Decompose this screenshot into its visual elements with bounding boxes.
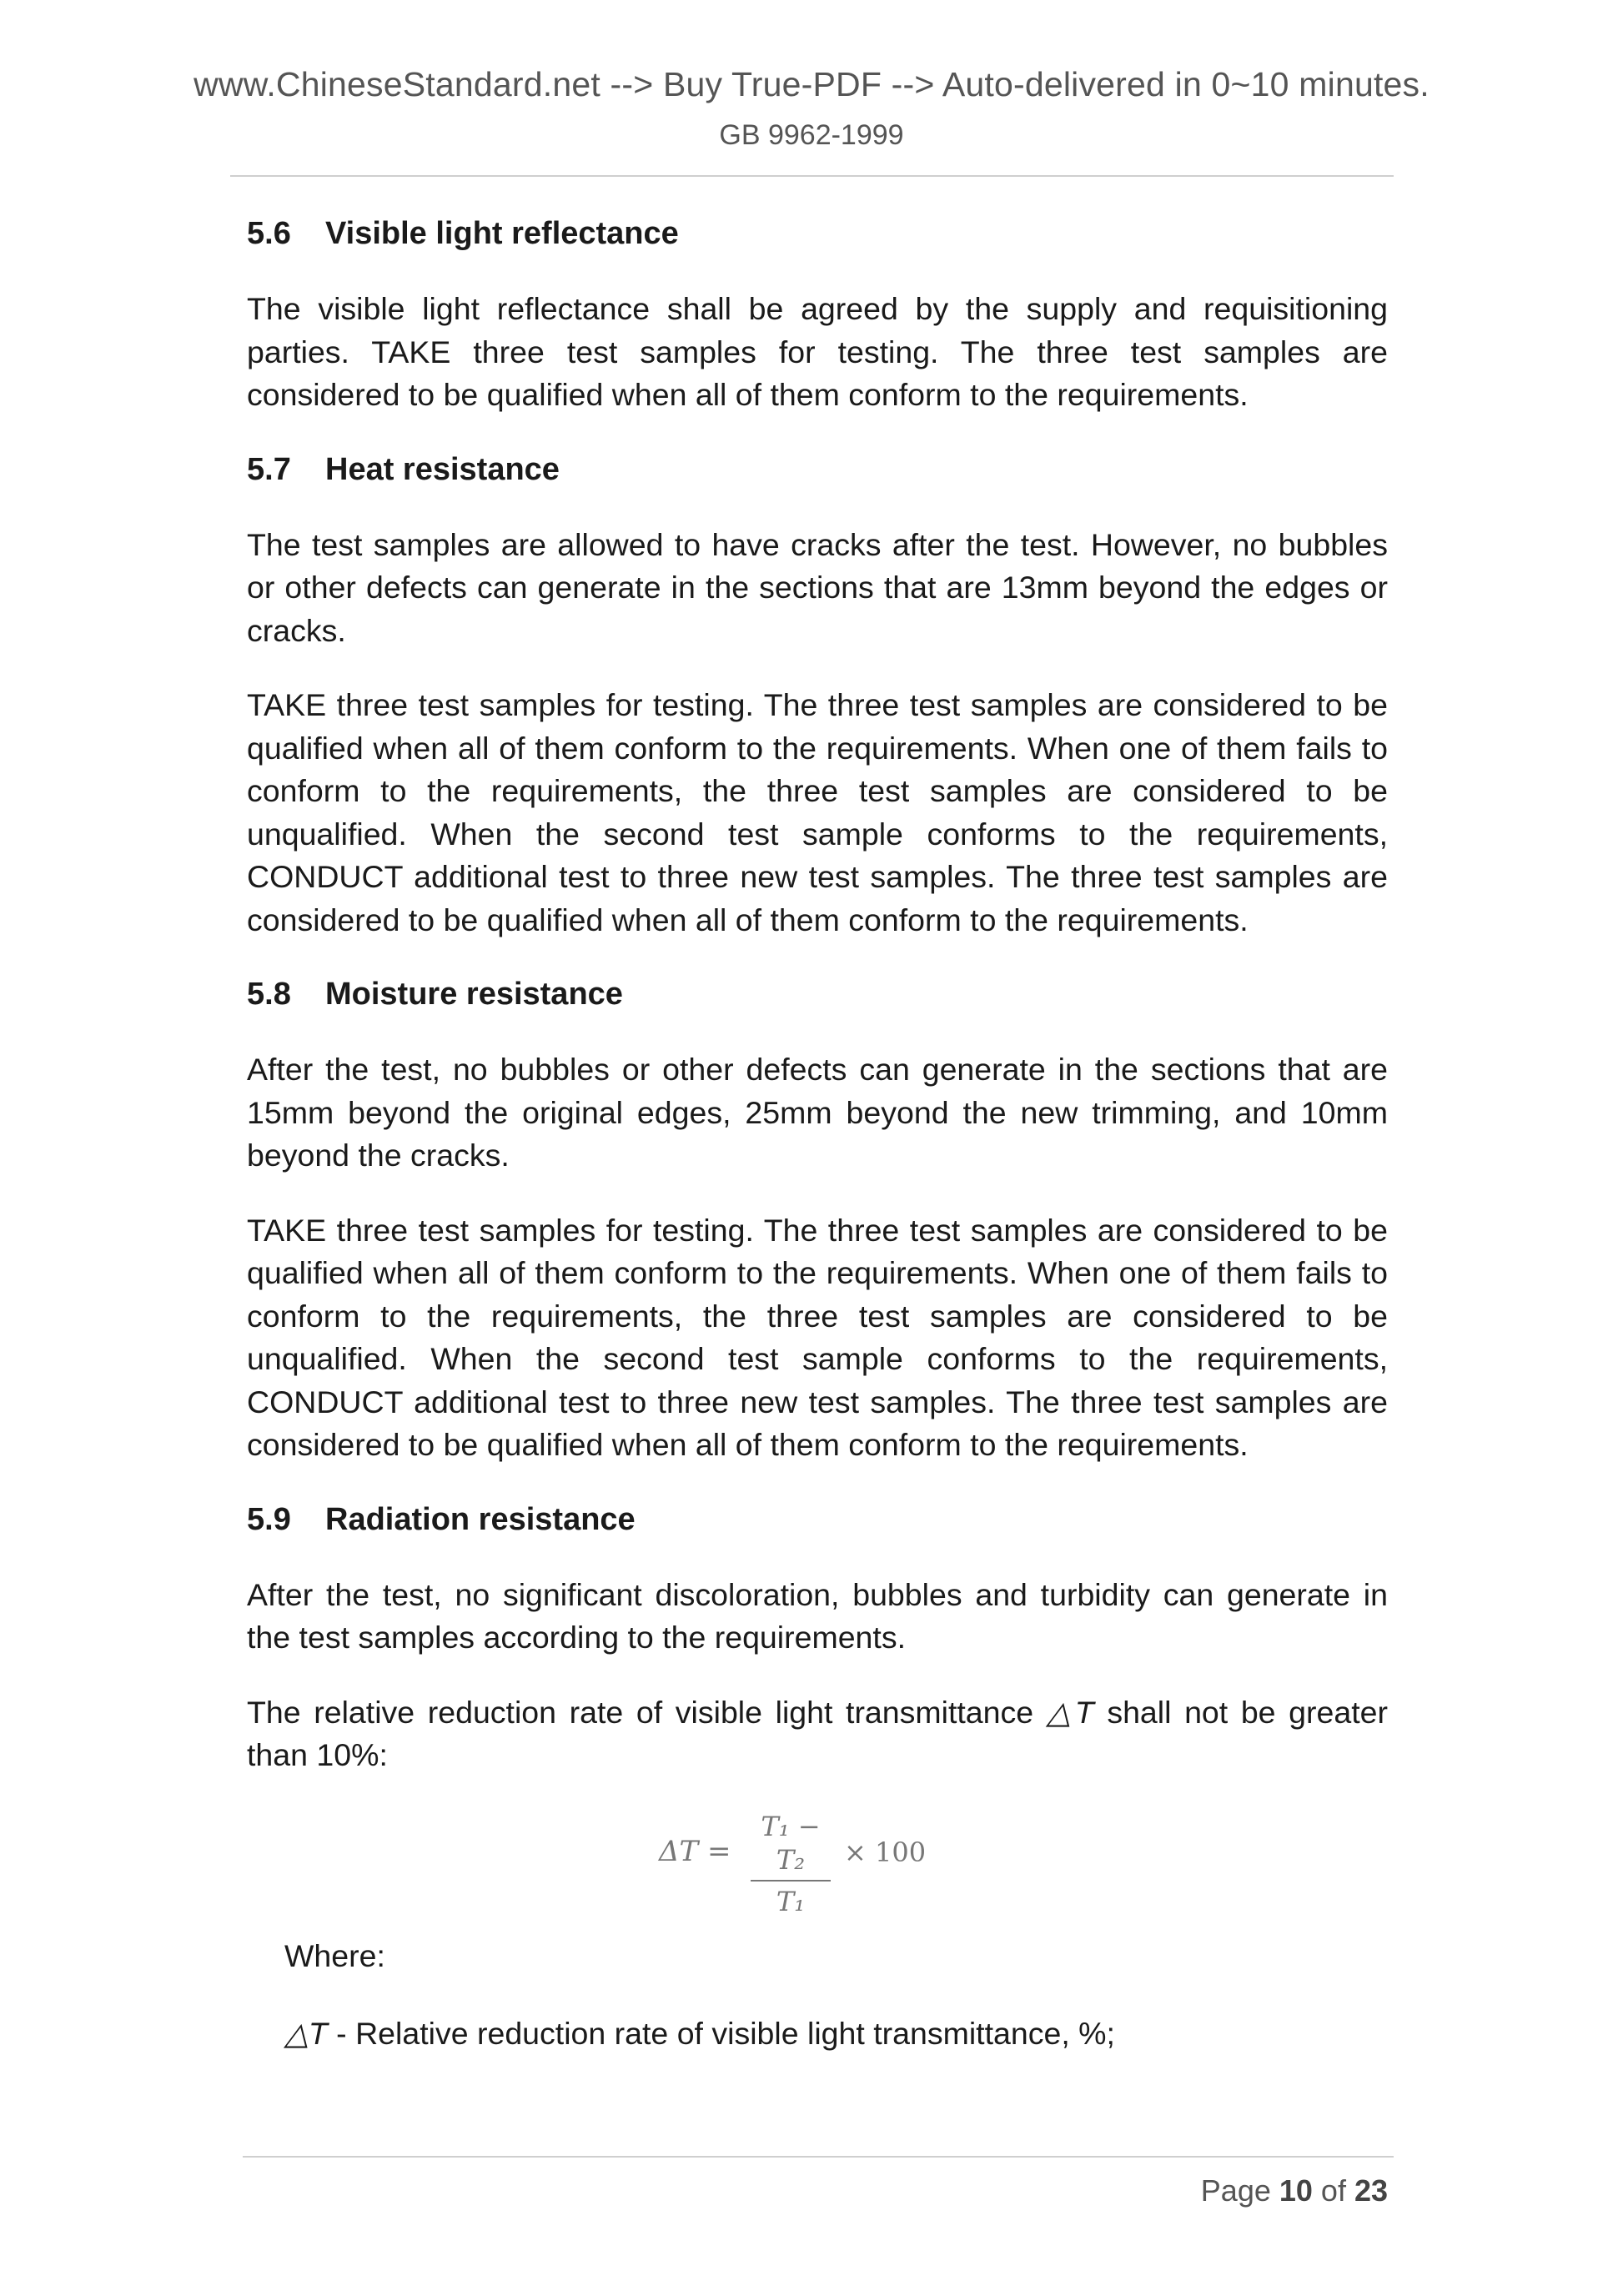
page-of: of [1312, 2173, 1354, 2208]
section-number: 5.8 [247, 977, 291, 1012]
formula-denominator: T₁ [776, 1886, 806, 1917]
section-title: Moisture resistance [325, 977, 623, 1012]
definition-text: - Relative reduction rate of visible light transmittance, %; [327, 2016, 1115, 2051]
formula-fraction [751, 1810, 831, 1918]
formula-rhs: × 100 [844, 1836, 927, 1868]
section-title: Radiation resistance [325, 1501, 636, 1537]
page-current: 10 [1279, 2173, 1313, 2208]
section-5-9-paragraph: After the test, no significant discoloration, bubbles and turbidity can generate in the test samples according to the requirements. [247, 1576, 1388, 1655]
section-5-8-paragraph: TAKE three test samples for testing. The three test samples are considered to be qualified when all of them conform to the requirements. When one of them fails to conform to the requirements, the three test samples are considered to be unqualified. When the second test sample conforms to the requirements, CONDUCT additional test to three new test samples. The three test samples are considered to be qualified when all of them conform to the requirements. [247, 1212, 1388, 1462]
section-5-9-transmittance-paragraph [247, 1691, 1388, 1777]
header-site-line: www.ChineseStandard.net --> Buy True-PDF --> Auto-delivered in 0~10 minutes. [193, 65, 1430, 103]
header-divider [230, 175, 1394, 177]
section-5-9-heading [247, 1499, 1388, 1540]
delta-t-symbol: △T [1046, 1694, 1094, 1730]
section-5-6-heading [247, 213, 1388, 254]
formula-lhs: ΔT = [659, 1835, 731, 1868]
section-5-6-paragraph: The visible light reflectance shall be agreed by the supply and requisitioning parties. TAKE three test samples for testing. The three test samples are considered to be qualified when all of them conform to the requirements. [247, 291, 1388, 412]
section-5-7-heading [247, 449, 1388, 490]
section-5-7-paragraph: The test samples are allowed to have cracks after the test. However, no bubbles or other defects can generate in the sections that are 13mm beyond the edges or cracks. [247, 526, 1388, 648]
section-number: 5.9 [247, 1501, 291, 1537]
section-title: Heat resistance [325, 451, 560, 487]
page-prefix: Page [1200, 2173, 1279, 2208]
fraction-bar [751, 1880, 831, 1882]
page-total: 23 [1354, 2173, 1388, 2208]
section-5-8-heading [247, 973, 1388, 1015]
formula-numerator: T₁ − T₂ [761, 1811, 821, 1876]
section-5-7-paragraph: TAKE three test samples for testing. The three test samples are considered to be qualified when all of them conform to the requirements. When one of them fails to conform to the requirements, the three test samples are considered to be unqualified. When the second test sample conforms to the requirements, CONDUCT additional test to three new test samples. The three test samples are considered to be qualified when all of them conform to the requirements. [247, 687, 1388, 937]
where-label: Where: [284, 1938, 385, 1973]
section-number: 5.7 [247, 451, 291, 487]
footer-divider [243, 2156, 1394, 2158]
delta-t-formula [659, 1810, 976, 1917]
delta-t-definition [284, 2012, 1115, 2054]
section-number: 5.6 [247, 216, 291, 251]
transmittance-text: The relative reduction rate of visible light transmittance [247, 1694, 1047, 1730]
delta-t-symbol: △T [284, 2016, 328, 2051]
section-title: Visible light reflectance [325, 216, 679, 251]
header-standard-number: GB 9962-1999 [719, 119, 904, 151]
transmittance-text-end: shall not be greater than 10%: [247, 1694, 1388, 1772]
document-body [247, 213, 1388, 1809]
page-number [1201, 2173, 1388, 2208]
section-5-8-paragraph: After the test, no bubbles or other defects can generate in the sections that are 15mm beyond the original edges, 25mm beyond the new trimming, and 10mm beyond the cracks. [247, 1052, 1388, 1173]
